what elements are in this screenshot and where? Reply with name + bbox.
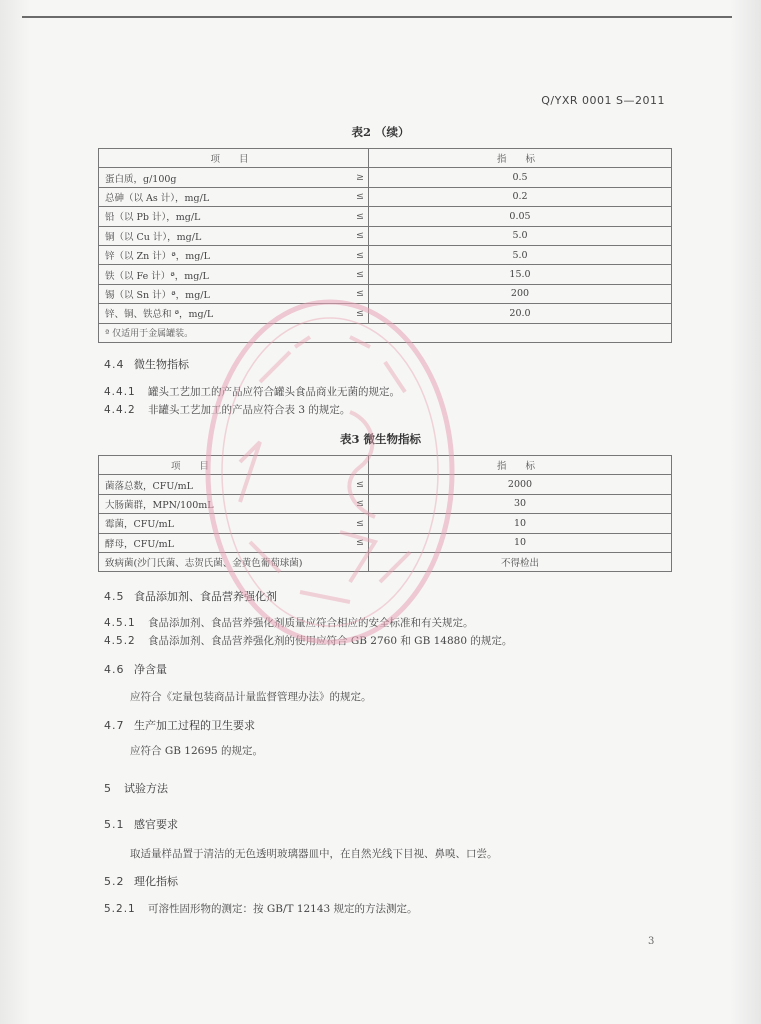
row-value: 30 — [369, 494, 672, 513]
clause-number: 4.4.2 — [104, 404, 136, 416]
row-name: 锌（以 Zn 计）ª，mg/L — [99, 245, 333, 264]
row-value: 0.05 — [369, 207, 672, 226]
clause-text: 食品添加剂、食品营养强化剂质量应符合相应的安全标准和有关规定。 — [148, 617, 474, 629]
row-op: ≤ — [333, 187, 369, 206]
section-title: 生产加工过程的卫生要求 — [134, 719, 255, 732]
table3 — [98, 455, 672, 572]
row-op: ≤ — [331, 514, 368, 533]
row-value: 不得检出 — [369, 552, 672, 571]
row-name: 菌落总数，CFU/mL — [99, 475, 332, 494]
clause-4-5-2 — [104, 633, 512, 648]
clause-number: 4.5.1 — [104, 617, 136, 629]
row-name: 锡（以 Sn 计）ª，mg/L — [99, 284, 333, 303]
table-row — [99, 475, 672, 494]
table3-caption: 表3 微生物指标 — [339, 432, 421, 446]
page-number: 3 — [648, 936, 655, 947]
col-item-header: 项 目 — [99, 456, 369, 475]
section-title: 感官要求 — [134, 818, 178, 831]
table-row — [99, 245, 672, 264]
table2 — [98, 148, 672, 343]
row-op: ≤ — [331, 494, 368, 513]
table-row — [99, 226, 672, 245]
row-name: 大肠菌群，MPN/100mL — [99, 494, 332, 513]
section-number: 4.5 — [104, 590, 125, 603]
section-number: 5.2 — [104, 875, 125, 888]
table-row — [99, 207, 672, 226]
clause-number: 4.5.2 — [104, 635, 136, 647]
row-value: 10 — [369, 533, 672, 552]
table-row — [99, 494, 672, 513]
col-index-header: 指 标 — [369, 149, 672, 168]
clause-4-4-2 — [104, 402, 350, 417]
section-5-2-heading — [104, 873, 178, 889]
row-value: 15.0 — [369, 265, 672, 284]
section-4-7-text: 应符合 GB 12695 的规定。 — [130, 745, 264, 757]
row-value: 10 — [369, 514, 672, 533]
col-item-header: 项 目 — [99, 149, 369, 168]
row-op: ≤ — [333, 207, 369, 226]
table2-footnote: ª 仅适用于金属罐装。 — [99, 323, 672, 342]
row-name: 致病菌(沙门氏菌、志贺氏菌、金黄色葡萄球菌) — [99, 552, 369, 571]
clause-text: 可溶性固形物的测定：按 GB/T 12143 规定的方法测定。 — [148, 903, 418, 915]
row-value: 5.0 — [369, 226, 672, 245]
row-op: ≤ — [331, 475, 368, 494]
clause-text: 非罐头工艺加工的产品应符合表 3 的规定。 — [148, 404, 351, 416]
top-rule — [22, 16, 732, 18]
row-value: 200 — [369, 284, 672, 303]
section-title: 微生物指标 — [134, 358, 189, 371]
section-number: 4.6 — [104, 663, 125, 676]
table-row — [99, 265, 672, 284]
table-row — [99, 514, 672, 533]
row-name: 锌、铜、铁总和 ª，mg/L — [99, 304, 333, 323]
section-5-1-text: 取适量样品置于清洁的无色透明玻璃器皿中，在自然光线下目视、鼻嗅、口尝。 — [130, 848, 498, 860]
row-value: 20.0 — [369, 304, 672, 323]
row-op: ≤ — [333, 304, 369, 323]
row-name: 铜（以 Cu 计），mg/L — [99, 226, 333, 245]
table-row — [99, 304, 672, 323]
table-header-row — [99, 456, 672, 475]
row-value: 0.5 — [369, 168, 672, 187]
col-index-header: 指 标 — [369, 456, 672, 475]
row-op: ≤ — [333, 245, 369, 264]
section-title: 理化指标 — [134, 875, 178, 888]
clause-4-5-1 — [104, 615, 474, 630]
table-row — [99, 552, 672, 571]
table-header-row — [99, 149, 672, 168]
row-name: 霉菌，CFU/mL — [99, 514, 332, 533]
section-title: 净含量 — [134, 663, 167, 676]
row-op: ≤ — [331, 533, 368, 552]
clause-number: 4.4.1 — [104, 386, 136, 398]
section-4-6-heading — [104, 661, 167, 677]
row-name: 总砷（以 As 计），mg/L — [99, 187, 333, 206]
table-row — [99, 168, 672, 187]
section-4-6-text: 应符合《定量包装商品计量监督管理办法》的规定。 — [130, 691, 372, 703]
row-value: 2000 — [369, 475, 672, 494]
section-number: 4.7 — [104, 719, 125, 732]
row-name: 铁（以 Fe 计）ª，mg/L — [99, 265, 333, 284]
table-row — [99, 533, 672, 552]
clause-5-2-1 — [104, 901, 418, 916]
section-5-heading — [104, 780, 168, 796]
row-op: ≤ — [333, 226, 369, 245]
section-number: 5 — [104, 782, 112, 795]
section-4-7-heading — [104, 717, 255, 733]
document-code: Q/YXR 0001 S—2011 — [541, 94, 665, 107]
row-value: 0.2 — [369, 187, 672, 206]
section-number: 5.1 — [104, 818, 125, 831]
table-row — [99, 187, 672, 206]
row-op: ≥ — [333, 168, 369, 187]
row-name: 铅（以 Pb 计），mg/L — [99, 207, 333, 226]
table2-caption: 表2 （续） — [351, 125, 410, 139]
row-name: 蛋白质，g/100g — [99, 168, 333, 187]
clause-number: 5.2.1 — [104, 903, 136, 915]
clause-text: 罐头工艺加工的产品应符合罐头食品商业无菌的规定。 — [148, 386, 400, 398]
clause-text: 食品添加剂、食品营养强化剂的使用应符合 GB 2760 和 GB 14880 的规定。 — [148, 635, 513, 647]
row-op: ≤ — [333, 284, 369, 303]
row-value: 5.0 — [369, 245, 672, 264]
section-4-4-heading — [104, 356, 189, 372]
section-title: 食品添加剂、食品营养强化剂 — [134, 590, 277, 603]
row-name: 酵母，CFU/mL — [99, 533, 332, 552]
clause-4-4-1 — [104, 384, 400, 399]
section-4-5-heading — [104, 588, 277, 604]
table-row — [99, 284, 672, 303]
section-5-1-heading — [104, 816, 178, 832]
section-title: 试验方法 — [124, 782, 168, 795]
section-number: 4.4 — [104, 358, 125, 371]
table-note-row — [99, 323, 672, 342]
row-op: ≤ — [333, 265, 369, 284]
